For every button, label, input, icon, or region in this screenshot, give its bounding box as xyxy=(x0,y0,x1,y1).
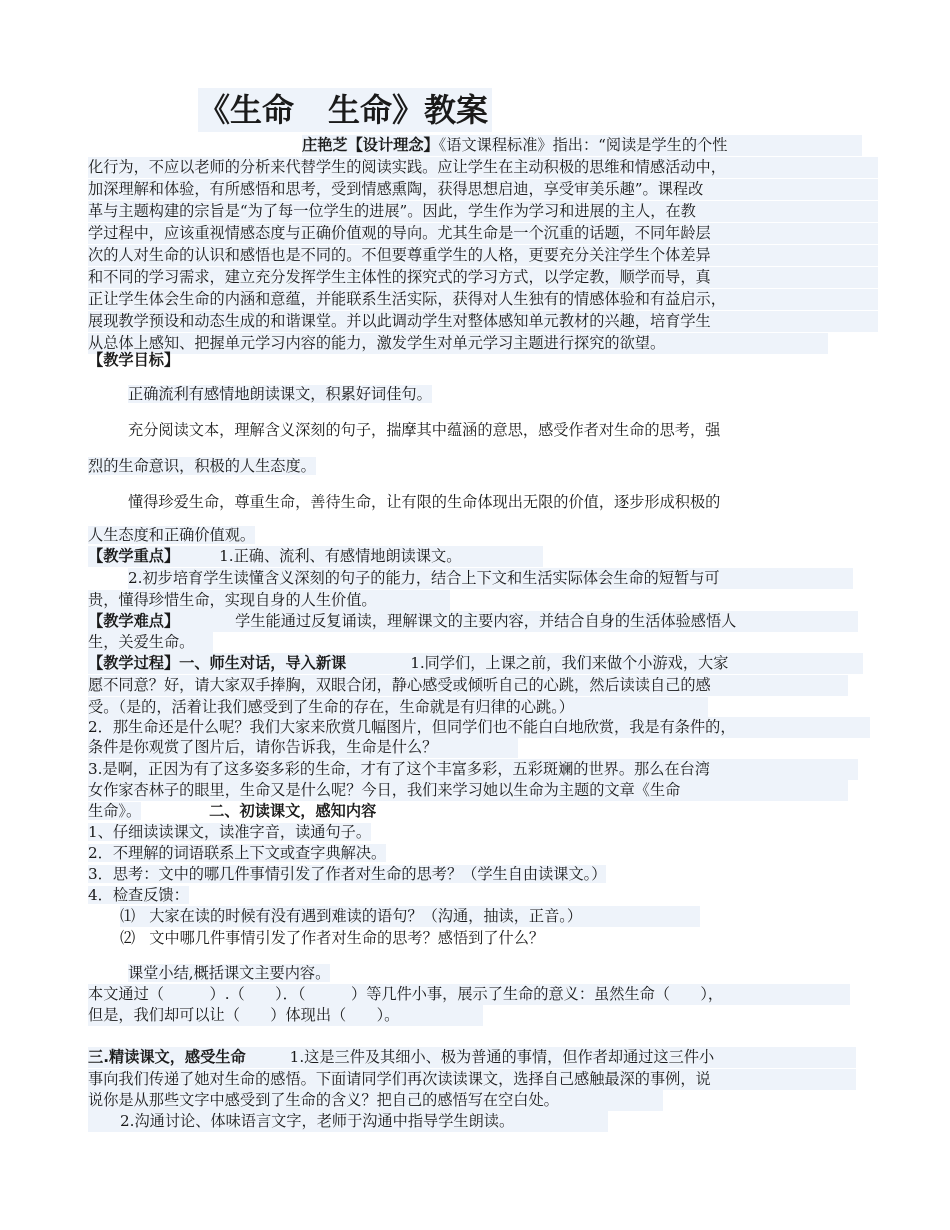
section-1-para-1-line-1: 1.同学们，上课之前，我们来做个小游戏，大家 xyxy=(410,654,729,672)
goal-2-line-2: 烈的生命意识，积极的人生态度。 xyxy=(88,457,316,475)
design-concept-line: 学过程中，应该重视情感态度与正确价值观的导向。尤其生命是一个沉重的话题，不同年龄层 xyxy=(88,223,878,244)
section-3-line-1 xyxy=(88,1047,856,1068)
process-line xyxy=(88,653,863,674)
goal-3-line-1: 懂得珍爱生命，尊重生命，善待生命，让有限的生命体现出无限的价值，逐步形成积极的 xyxy=(128,493,721,511)
key-points-heading: 【教学重点】 xyxy=(88,547,180,565)
section-2-step-1: 1、仔细读读课文，读准字音，读通句子。 xyxy=(88,823,372,841)
section-1-para-3-line-3 xyxy=(88,801,428,822)
section-2-heading: 二、初读课文，感知内容 xyxy=(209,802,377,820)
title-part-2: 生命》教案 xyxy=(328,91,489,129)
goals-heading: 【教学目标】 xyxy=(88,351,180,369)
difficulties-line xyxy=(88,611,858,632)
key-point-1: 1.正确、流利、有感情地朗读课文。 xyxy=(219,547,462,565)
section-1-para-1-line-2: 愿不同意？好，请大家双手捧胸，双眼合闭，静心感受或倾听自己的心跳，然后读读自己的感 xyxy=(88,675,848,696)
section-1-para-3-end: 生命》。 xyxy=(88,802,142,820)
key-points-line xyxy=(88,546,543,567)
section-3-para-2-text: 2.沟通讨论、体味语言文字，老师于沟通中指导学生朗读。 xyxy=(120,1112,515,1130)
question-2-number: ⑵ xyxy=(120,929,136,947)
design-concept-line: 次的人对生命的认识和感悟也是不同的。不但要尊重学生的人格，更要充分关注学生个体差异 xyxy=(88,245,878,266)
process-heading: 【教学过程】 xyxy=(88,654,180,672)
section-1-para-1-line-3: 受。（是的，活着让我们感受到了生命的存在，生命就是有归律的心跳。） xyxy=(88,697,708,718)
key-point-2-line-2: 贵，懂得珍惜生命，实现自身的人生价值。 xyxy=(88,590,450,611)
design-concept-line: 正让学生体会生命的内涵和意蕴，并能联系生活实际，获得对人生独有的情感体验和有益启示， xyxy=(88,289,878,310)
difficulty-1-line-2: 生，关爱生命。 xyxy=(88,632,213,653)
goal-1: 正确流利有感情地朗读课文，积累好词佳句。 xyxy=(128,385,432,403)
key-point-2-line-1: 2.初步培育学生读懂含义深刻的句子的能力，结合上下文和生活实际体会生命的短暂与可 xyxy=(128,568,853,589)
section-2-step-2: 2．不理解的词语联系上下文或查字典解决。 xyxy=(88,844,387,862)
goal-3-line-2: 人生态度和正确价值观。 xyxy=(88,526,256,544)
section-1-heading: 一、师生对话，导入新课 xyxy=(179,654,347,672)
goal-2-line-1: 充分阅读文本，理解含义深刻的句子，揣摩其中蕴涵的意思，感受作者对生命的思考，强 xyxy=(128,421,721,439)
section-1-para-3-line-2: 女作家杏林子的眼里，生命又是什么呢？今日，我们来学习她以生命为主题的文章《生命 xyxy=(88,780,848,801)
class-summary: 课堂小结,概括课文主要内容。 xyxy=(128,964,331,982)
fill-blank-line-2: 但是，我们却可以让（ ）体现出（ ）。 xyxy=(88,1005,483,1026)
section-3-para-1-line-1: 1.这是三件及其细小、极为普通的事情，但作者却通过这三件小 xyxy=(289,1048,715,1066)
feedback-question-1 xyxy=(120,906,700,927)
design-concept-line: 化行为，不应以老师的分析来代替学生的阅读实践。应让学生在主动积极的思维和情感活动中， xyxy=(88,157,878,178)
fill-blank-line-1: 本文通过（ ）.（ ）．（ ）等几件小事，展示了生命的意义：虽然生命（ ）， xyxy=(88,984,850,1005)
author-line xyxy=(302,135,862,156)
design-concept-line: 加深理解和体验，有所感悟和思考，受到情感熏陶，获得思想启迪，享受审美乐趣”。课程改 xyxy=(88,179,878,200)
design-concept-text: 《语文课程标准》指出：“阅读是学生的个性 xyxy=(438,136,728,154)
section-2-step-3: 3．思考：文中的哪几件事情引发了作者对生命的思考？（学生自由读课文。） xyxy=(88,865,607,883)
section-1-para-3-line-1: 3.是啊，正因为有了这多姿多彩的生命，才有了这个丰富多彩，五彩斑斓的世界。那么在台湾 xyxy=(88,759,858,780)
difficulty-1-line-1: 学生能通过反复诵读，理解课文的主要内容，并结合自身的生活体验感悟人 xyxy=(235,612,737,630)
design-concept-line: 从总体上感知、把握单元学习内容的能力，激发学生对单元学习主题进行探究的欲望。 xyxy=(88,333,828,354)
section-3-para-1-line-2: 事向我们传递了她对生命的感悟。下面请同学们再次读读课文，选择自己感触最深的事例，说 xyxy=(88,1069,856,1090)
section-3-heading: 三.精读课文，感受生命 xyxy=(88,1048,246,1066)
design-concept-line: 革与主题构建的宗旨是“为了每一位学生的进展”。因此，学生作为学习和进展的主人，在教 xyxy=(88,201,878,222)
design-concept-line: 展现教学预设和动态生成的和谐课堂。并以此调动学生对整体感知单元教材的兴趣，培育学生 xyxy=(88,311,878,332)
question-1-text: 大家在读的时候有没有遇到难读的语句？（沟通，抽读，正音。） xyxy=(149,907,583,925)
section-3-para-2 xyxy=(88,1111,608,1132)
question-1-number: ⑴ xyxy=(120,907,136,925)
design-concept-label: 【设计理念】 xyxy=(347,136,439,154)
section-2-step-4: 4．检查反馈： xyxy=(88,886,189,904)
section-1-para-2-line-1: 2．那生命还是什么呢？我们大家来欣赏几幅图片，但同学们也不能白白地欣赏，我是有条件的， xyxy=(88,717,870,738)
page-title xyxy=(198,88,492,132)
section-1-para-2-line-2: 条件是你观赏了图片后，请你告诉我，生命是什么？ xyxy=(88,737,518,758)
section-3-para-1-line-3: 说你是从那些文字中感受到了生命的含义？把自己的感悟写在空白处。 xyxy=(88,1090,663,1111)
difficulties-heading: 【教学难点】 xyxy=(88,612,180,630)
author-name: 庄艳芝 xyxy=(302,136,348,154)
question-2-text: 文中哪几件事情引发了作者对生命的思考？感悟到了什么？ xyxy=(149,929,545,947)
design-concept-line: 和不同的学习需求，建立充分发挥学生主体性的探究式的学习方式，以学定教，顺学而导，真 xyxy=(88,267,878,288)
feedback-question-2 xyxy=(120,928,680,949)
title-part-1: 《生命 xyxy=(198,91,295,129)
